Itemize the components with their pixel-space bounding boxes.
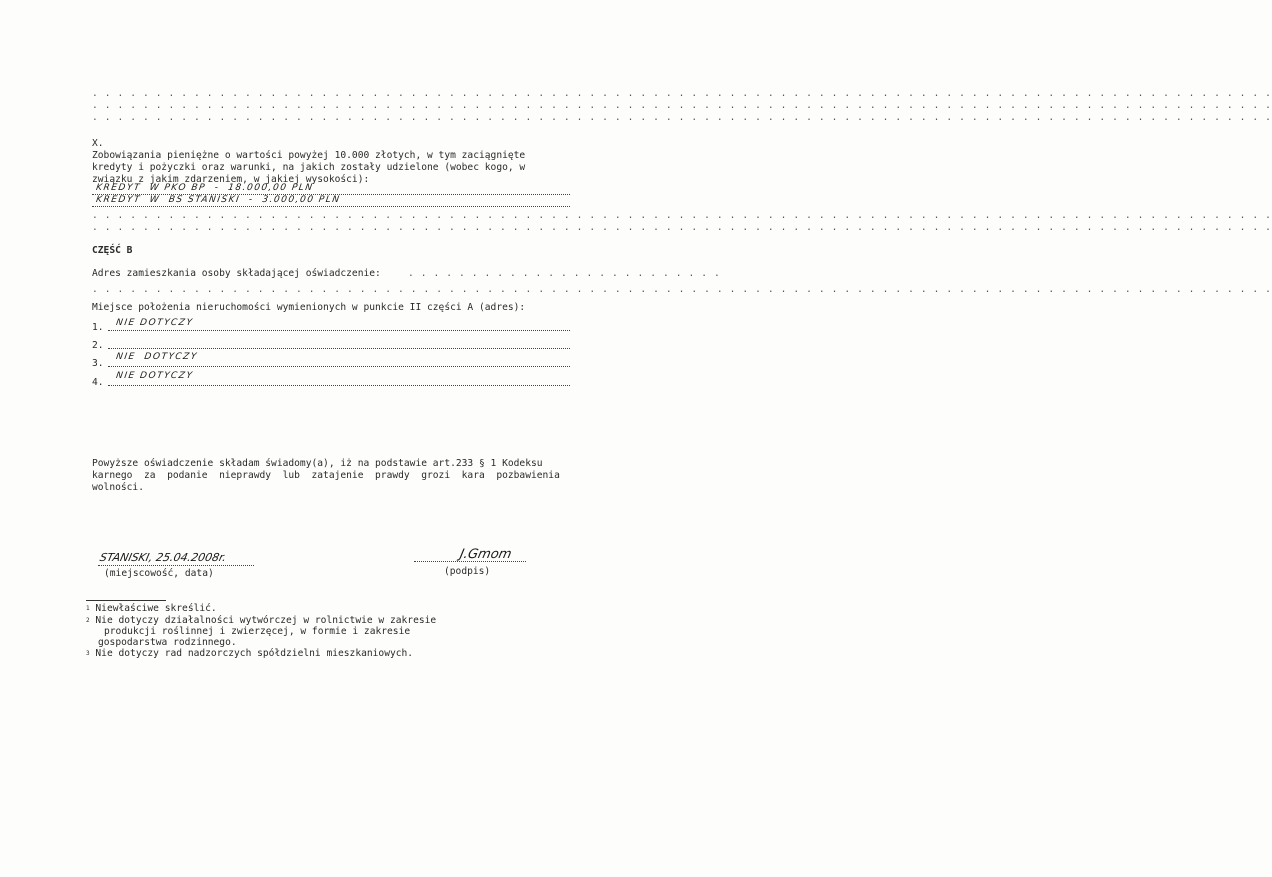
property-item-value: NIE DOTYCZY xyxy=(115,318,194,328)
section-x-line-3: związku z jakim zdarzeniem, w jakiej wysokości): xyxy=(92,174,370,185)
footnote: $^1$ Niewłaściwe skreślić. xyxy=(86,603,217,614)
declaration-line-2: karnego za podanie nieprawdy lub zatajenie prawdy grozi kara pozbawienia xyxy=(92,470,560,481)
place-date-handwritten: STANISKI, 25.04.2008r. xyxy=(98,551,228,564)
dotted-line: . . . . . . . . . . . . . . . . . . . . . . . . . . . . . . . . . . . . . . . . . . . . . . . . . . . . . . . . . . . . . . . . . . . . . . . . . . . . . . . . . . . . . . . . . . . . . xyxy=(92,100,1272,111)
dotted-line: . . . . . . . . . . . . . . . . . . . . . . . . . . . . . . . . . . . . . . . . . . . . . . . . . . . . . . . . . . . . . . . . . . . . . . . . . . . . . . . . . . . . . . . . . . . . . xyxy=(92,112,1272,123)
declaration-line-1: Powyższe oświadczenie składam świadomy(a), iż na podstawie art.233 § 1 Kodeksu xyxy=(92,458,543,469)
property-item-number: 2. xyxy=(92,340,104,351)
section-x-number: X. xyxy=(92,138,104,149)
dotted-line: . . . . . . . . . . . . . . . . . . . . . . . . . . . . . . . . . . . . . . . . . . . . . . . . . . . . . . . . . . . . . . . . . . . . . . . . . . . . . . . . . . . . . . . . . . . . . xyxy=(92,284,1272,295)
part-b-heading: CZĘŚĆ B xyxy=(92,245,133,256)
footnote: $^2$ Nie dotyczy działalności wytwórczej w rolnictwie w zakresie xyxy=(86,615,437,626)
dotted-underline xyxy=(108,348,570,349)
dotted-line: . . . . . . . . . . . . . . . . . . . . . . . . . . . . . . . . . . . . . . . . . . . . . . . . . . . . . . . . . . . . . . . . . . . . . . . . . . . . . . . . . . . . . . . . . . . . . xyxy=(92,222,1272,233)
address-label: Adres zamieszkania osoby składającej oświadczenie: xyxy=(92,268,387,279)
property-item-number: 3. xyxy=(92,358,104,369)
dotted-line: . . . . . . . . . . . . . . . . . . . . . . . . . . . . . . . . . . . . . . . . . . . . . . . . . . . . . . . . . . . . . . . . . . . . . . . . . . . . . . . . . . . . . . . . . . . . . xyxy=(92,88,1272,99)
section-x-line-2: kredyty i pożyczki oraz warunki, na jakich zostały udzielone (wobec kogo, w xyxy=(92,162,526,173)
dotted-underline xyxy=(414,561,526,562)
footnote-continuation: produkcji roślinnej i zwierzęcej, w formie i zakresie xyxy=(104,626,411,637)
footnote-continuation: gospodarstwa rodzinnego. xyxy=(98,637,237,648)
property-item-number: 4. xyxy=(92,377,104,388)
handwritten-loan-1: KREDYT W PKO BP - 18.000,00 PLN xyxy=(95,183,315,193)
property-item-number: 1. xyxy=(92,322,104,333)
handwritten-loan-2: KREDYT W BS STANISKI - 3.000,00 PLN xyxy=(95,195,342,205)
dotted-underline xyxy=(108,385,570,386)
dotted-underline xyxy=(108,366,570,367)
dotted-underline xyxy=(98,565,254,566)
dotted-underline xyxy=(92,206,570,207)
footnote: $^3$ Nie dotyczy rad nadzorczych spółdzielni mieszkaniowych. xyxy=(86,648,414,659)
declaration-line-3: wolności. xyxy=(92,482,144,493)
dotted-underline xyxy=(108,330,570,331)
property-item-value: NIE DOTYCZY xyxy=(115,371,194,381)
property-label: Miejsce położenia nieruchomości wymienionych w punkcie II części A (adres): xyxy=(92,302,526,313)
dotted-line: . . . . . . . . . . . . . . . . . . . . . . . . . xyxy=(408,268,721,279)
signature-handwritten: J.Gmom xyxy=(458,547,513,562)
signature-label: (podpis) xyxy=(444,566,491,577)
place-date-label: (miejscowość, data) xyxy=(104,568,214,579)
dotted-line: . . . . . . . . . . . . . . . . . . . . . . . . . . . . . . . . . . . . . . . . . . . . . . . . . . . . . . . . . . . . . . . . . . . . . . . . . . . . . . . . . . . . . . . . . . . . . xyxy=(92,210,1272,221)
section-x-line-1: Zobowiązania pieniężne o wartości powyżej 10.000 złotych, w tym zaciągnięte xyxy=(92,150,526,161)
property-item-value: NIE DOTYCZY xyxy=(115,352,199,362)
footnote-separator xyxy=(86,600,166,601)
